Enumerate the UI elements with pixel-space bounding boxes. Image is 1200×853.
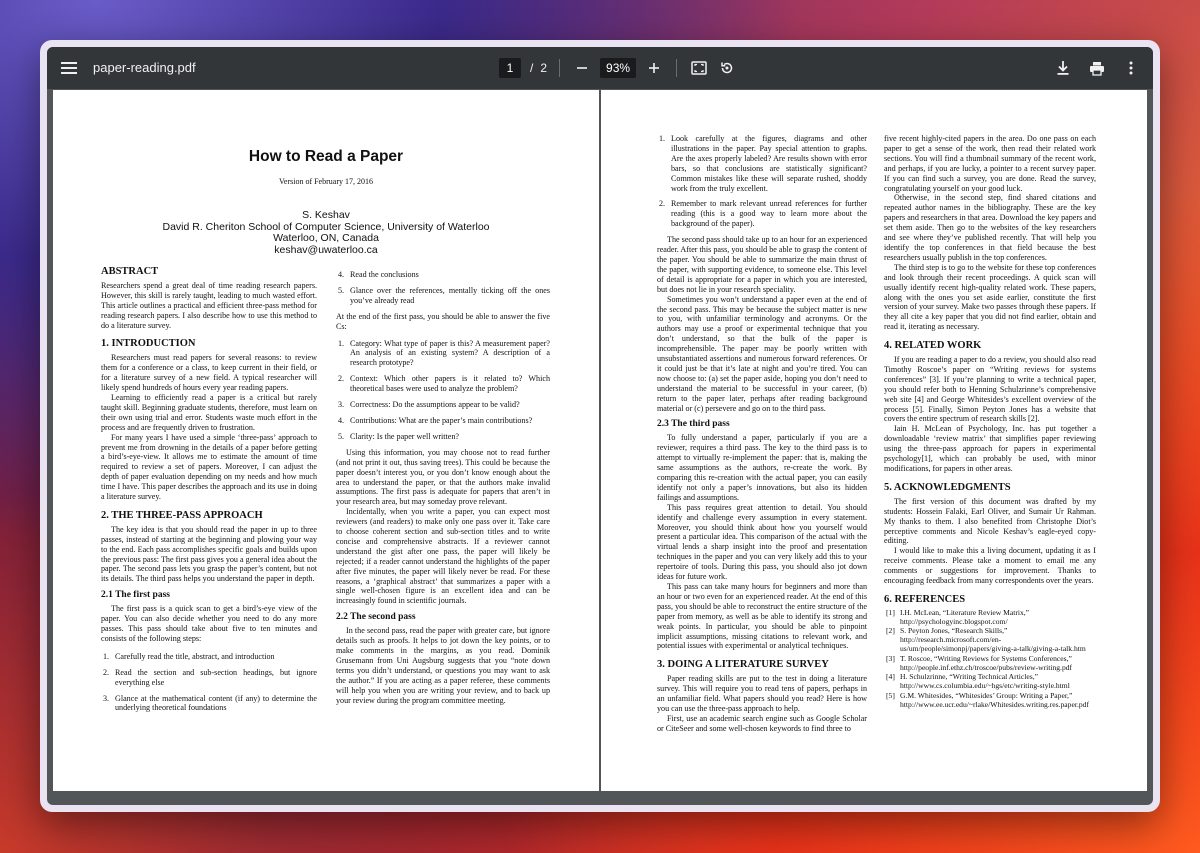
- file-name: paper-reading.pdf: [93, 60, 196, 75]
- page1-column-left: [101, 267, 317, 719]
- list-item: 1. Look carefully at the figures, diagrams and other illustrations in the paper. Pay special attention to graphs. Are the axes properly labeled? Are results shown with error bars, so that conclusions are statistically significant? Common mistakes like these will separate rushed, shoddy work from the truly excellent.: [659, 134, 867, 193]
- page2-column-right: [884, 134, 1096, 714]
- zoom-out-icon[interactable]: [572, 58, 592, 78]
- paragraph: Researchers spend a great deal of time reading research papers. However, this skill is rarely taught, leading to much wasted effort. This article outlines a practical and efficient three-pass method for reading research papers. I also describe how to use this method to do a literature survey.: [101, 280, 317, 330]
- list-item: 5. Glance over the references, mentally ticking off the ones you’ve already read: [338, 285, 550, 305]
- list-item: 5. Clarity: Is the paper well written?: [338, 431, 460, 441]
- list-item: 2. Read the section and sub-section headings, but ignore everything else: [103, 667, 317, 687]
- download-icon[interactable]: [1053, 58, 1073, 78]
- page2-column-left: [657, 134, 867, 734]
- reference-item: [4] H. Schulzrinne, “Writing Technical Articles,” http://www.cs.columbia.edu/~hgs/etc/writing-style.html: [886, 672, 1070, 691]
- steps-list: [657, 134, 867, 229]
- paragraph: This pass can take many hours for beginners and more than an hour or two even for an experienced reader. At the end of this pass, you should be able to reconstruct the entire structure of the paper from memory, as well as be able to identify its strong and weak points. In particular, you should be able to pinpoint implicit assumptions, missing citations to relevant work, and potential issues with experimental or analytical techniques.: [657, 581, 867, 651]
- fit-page-icon[interactable]: [689, 58, 709, 78]
- list-item: 1. Category: What type of paper is this? A measurement paper? An analysis of an existing system? A description of a research prototype?: [338, 338, 550, 368]
- reference-item: [1] I.H. McLean, “Literature Review Matrix,” http://psychologyinc.blogspot.com/: [886, 607, 1030, 626]
- paragraph: At the end of the first pass, you should be able to answer the five Cs:: [336, 311, 550, 331]
- paragraph: Otherwise, in the second step, find shared citations and repeated author names in the bibliography. These are the key papers and researchers in that area. Download the key papers and set them aside. Then go to the websites of the key researchers and see where they’ve published recently. That will help you identify the top conferences in that field because the best researchers usually publish in the top conferences.: [884, 193, 1096, 262]
- section-heading: 5. ACKNOWLEDGMENTS: [884, 481, 1011, 493]
- page-separator: /: [530, 61, 534, 75]
- paragraph: Researchers must read papers for several reasons: to review them for a conference or a class, to keep current in their field, or for a literature survey of a new field. A typical researcher will likely spend hundreds of hours every year reading papers.: [101, 353, 317, 393]
- paragraph: The key idea is that you should read the paper in up to three passes, instead of starting at the beginning and plowing your way to the end. Each pass accomplishes specific goals and builds upon the previous pass: The first pass gives you a general idea about the paper. The second pass lets you grasp the paper’s content, but not its details. The third pass helps you understand the paper in depth.: [101, 524, 317, 584]
- steps-list: [336, 270, 550, 306]
- paragraph: Using this information, you may choose not to read further (and not print it out, thus saving trees). This could be because the paper doesn’t interest you, or you don’t know enough about the area to understand the paper, or that the authors make invalid assumptions. The first pass is adequate for papers that aren’t in your research area, but may someday prove relevant.: [336, 447, 550, 507]
- list-item: 3. Glance at the mathematical content (if any) to determine the underlying theoretical foundations: [103, 693, 317, 713]
- pdf-viewer: [47, 47, 1153, 805]
- section-heading: 3. DOING A LITERATURE SURVEY: [657, 659, 829, 671]
- browser-window: [40, 40, 1160, 812]
- paragraph: Incidentally, when you write a paper, you can expect most reviewers (and readers) to make only one pass over it. Take care to choose coherent section and sub-section titles and to write concise and comprehensive abstracts. If a reviewer cannot understand the gist after one pass, the paper will likely be rejected; if a reader cannot understand the highlights of the paper after five minutes, the paper will likely never be read. For these reasons, a ‘graphical abstract’ that summarizes a paper with a single well-chosen figure is an excellent idea and can be increasingly found in scientific journals.: [336, 507, 550, 606]
- paragraph: Paper reading skills are put to the test in doing a literature survey. This will require you to read tens of papers, perhaps in an unfamiliar field. What papers should you read? Here is how you can use the three-pass approach to help.: [657, 674, 867, 713]
- paragraph: If you are reading a paper to do a review, you should also read Timothy Roscoe’s paper on “Writing reviews for systems conferences” [3]. If you’re planning to write a technical paper, you should refer both to Henning Schulzrinne’s comprehensive web site [4] and George Whitesides’s excellent overview of the process [5]. Finally, Simon Peyton Jones has a website that covers the entire spectrum of research skills [2].: [884, 355, 1096, 424]
- pdf-toolbar: [47, 47, 1153, 89]
- author-block: [53, 210, 599, 256]
- paragraph: Learning to efficiently read a paper is a critical but rarely taught skill. Beginning graduate students, therefore, must learn on their own using trial and error. Students waste much effort in the process and are frequently driven to frustration.: [101, 392, 317, 432]
- author-email: keshav@uwaterloo.ca: [274, 243, 378, 256]
- subsection-heading: 2.1 The first pass: [101, 590, 170, 601]
- reference-item: [3] T. Roscoe, “Writing Reviews for Systems Conferences,” http://people.inf.ethz.ch/troscoe/pubs/review-writing.pdf: [886, 653, 1073, 672]
- author-affiliation: David R. Cheriton School of Computer Science, University of Waterloo: [162, 220, 490, 233]
- menu-icon[interactable]: [61, 59, 77, 77]
- section-heading: 1. INTRODUCTION: [101, 338, 196, 350]
- steps-list: [101, 652, 317, 714]
- page-controls: [499, 56, 737, 80]
- paragraph: Iain H. McLean of Psychology, Inc. has put together a downloadable ‘review matrix’ that simplifies paper reviewing using the three-pass approach for papers in experimental psychology[1], which can probably be used, with minor modifications, for papers in other areas.: [884, 424, 1096, 473]
- paragraph: First, use an academic search engine such as Google Scholar or CiteSeer and some well-chosen keywords to find three to: [657, 713, 867, 733]
- section-heading: 4. RELATED WORK: [884, 340, 982, 352]
- paragraph: Sometimes you won’t understand a paper even at the end of the second pass. This may be because the subject matter is new to you, with unfamiliar terminology and acronyms. Or the authors may use a proof or experimental technique that you don’t understand, so that the bulk of the paper is incomprehensible. The paper may be poorly written with unsubstantiated assertions and numerous forward references. Or it could just be that it’s late at night and you’re tired. You can now choose to: (a) set the paper aside, hoping you don’t need to understand the material to be successful in your career, (b) return to the paper later, perhaps after reading background material or (c) persevere and go on to the third pass.: [657, 294, 867, 413]
- list-item: 4. Read the conclusions: [338, 270, 419, 279]
- section-heading: 2. THE THREE-PASS APPROACH: [101, 509, 263, 521]
- divider: [676, 59, 677, 77]
- paragraph: For many years I have used a simple ‘three-pass’ approach to prevent me from drowning in the details of a paper before getting a bird’s-eye-view. It allows me to estimate the amount of time required to review a set of papers. Moreover, I can adjust the depth of paper evaluation depending on my needs and how much time I have. This paper describes the approach and its use in doing a literature survey.: [101, 432, 317, 502]
- page-number-input[interactable]: 1: [499, 58, 521, 78]
- list-item: 3. Correctness: Do the assumptions appear to be valid?: [338, 400, 520, 410]
- section-heading: ABSTRACT: [101, 266, 159, 277]
- zoom-in-icon[interactable]: [644, 58, 664, 78]
- list-item: 1. Carefully read the title, abstract, and introduction: [103, 651, 275, 661]
- author-name: S. Keshav: [302, 209, 350, 221]
- paragraph: To fully understand a paper, particularly if you are a reviewer, requires a third pass. The key to the third pass is to attempt to virtually re-implement the paper: that is, making the same assumptions as the authors, re-create the work. By comparing this re-creation with the actual paper, you can easily identify not only a paper’s innovations, but also its hidden failings and assumptions.: [657, 433, 867, 502]
- pages-container: [53, 90, 1147, 791]
- paragraph: I would like to make this a living document, updating it as I receive comments. Please take a moment to email me any comments or suggestions for improvement. Thanks to encouraging feedback from many correspondents over the years.: [884, 546, 1096, 586]
- print-icon[interactable]: [1087, 58, 1107, 78]
- subsection-heading: 2.3 The third pass: [657, 419, 730, 430]
- list-item: 2. Remember to mark relevant unread references for further reading (this is a good way to learn more about the background of the paper).: [659, 199, 867, 229]
- action-controls: [1053, 58, 1141, 78]
- subsection-heading: 2.2 The second pass: [336, 612, 416, 623]
- paragraph: The first version of this document was drafted by my students: Hossein Falaki, Earl Oliver, and Sumair Ur Rahman. My thanks to them. I also benefited from Christophe Diot’s perceptive comments and Nicole Keshav’s eagle-eyed copy-editing.: [884, 496, 1096, 546]
- pdf-page-2: [601, 90, 1147, 791]
- paper-title: How to Read a Paper: [248, 148, 404, 165]
- rotate-icon[interactable]: [717, 58, 737, 78]
- paragraph: In the second pass, read the paper with greater care, but ignore details such as proofs. It helps to jot down the key points, or to make comments in the margins, as you read. Dominik Grusemann from Uni Augsburg suggests that you “note down terms you didn’t understand, or questions you may want to ask the author.” If you are acting as a paper referee, these comments will help you when you are writing your review, and to back up your review during the program committee meeting.: [336, 626, 550, 705]
- list-item: 4. Contributions: What are the paper’s main contributions?: [338, 415, 533, 425]
- more-icon[interactable]: [1121, 58, 1141, 78]
- paragraph: The first pass is a quick scan to get a bird’s-eye view of the paper. You can also decide whether you need to do any more passes. This pass should take about five to ten minutes and consists of the following steps:: [101, 604, 317, 643]
- list-item: 2. Context: Which other papers is it related to? Which theoretical bases were used to analyze the problem?: [338, 374, 550, 394]
- reference-item: [2] S. Peyton Jones, “Research Skills,” http://research.microsoft.com/en-us/um/people/simonpj/papers/giving-a-talk/giving-a-talk.htm: [886, 626, 1086, 654]
- page1-column-right: [336, 270, 550, 705]
- paragraph: This pass requires great attention to detail. You should identify and challenge every assumption in every statement. Moreover, you should think about how you yourself would present a particular idea. This comparison of the actual with the virtual lends a sharp insight into the proof and presentation techniques in the paper and you can very likely add this to your repertoire of tools. During this pass, you should also jot down ideas for future work.: [657, 502, 867, 582]
- paragraph: five recent highly-cited papers in the area. Do one pass on each paper to get a sense of the work, then read their related work sections. You will find a thumbnail summary of the recent work, and perhaps, if you are lucky, a pointer to a recent survey paper. If you can find such a survey, you are done. Read the survey, congratulating yourself on your good luck.: [884, 134, 1096, 193]
- references-list: [884, 609, 1096, 710]
- reference-item: [5] G.M. Whitesides, “Whitesides’ Group: Writing a Paper,” http://www.ee.ucr.edu/~rlake/Whitesides.writing.res.paper.pdf: [886, 691, 1089, 709]
- five-cs-list: [336, 339, 550, 442]
- author-location: Waterloo, ON, Canada: [273, 232, 379, 244]
- paragraph: The second pass should take up to an hour for an experienced reader. After this pass, you should be able to grasp the content of the paper. You should be able to summarize the main thrust of the paper, with supporting evidence, to someone else. This level of detail is appropriate for a paper in which you are interested, but does not lie in your research speciality.: [657, 235, 867, 294]
- pdf-page-1: [53, 90, 599, 791]
- total-pages: 2: [540, 61, 548, 75]
- paragraph: The third step is to go to the website for these top conferences and look through their recent proceedings. A quick scan will usually identify recent high-quality related work. These papers, along with the ones you set aside earlier, constitute the first version of your survey. Make two passes through these papers. If they all cite a key paper that you did not find earlier, obtain and read it, iterating as necessary.: [884, 262, 1096, 332]
- zoom-input[interactable]: 93%: [600, 58, 636, 78]
- section-heading: 6. REFERENCES: [884, 593, 966, 605]
- divider: [559, 59, 560, 77]
- paper-date: Version of February 17, 2016: [279, 177, 373, 186]
